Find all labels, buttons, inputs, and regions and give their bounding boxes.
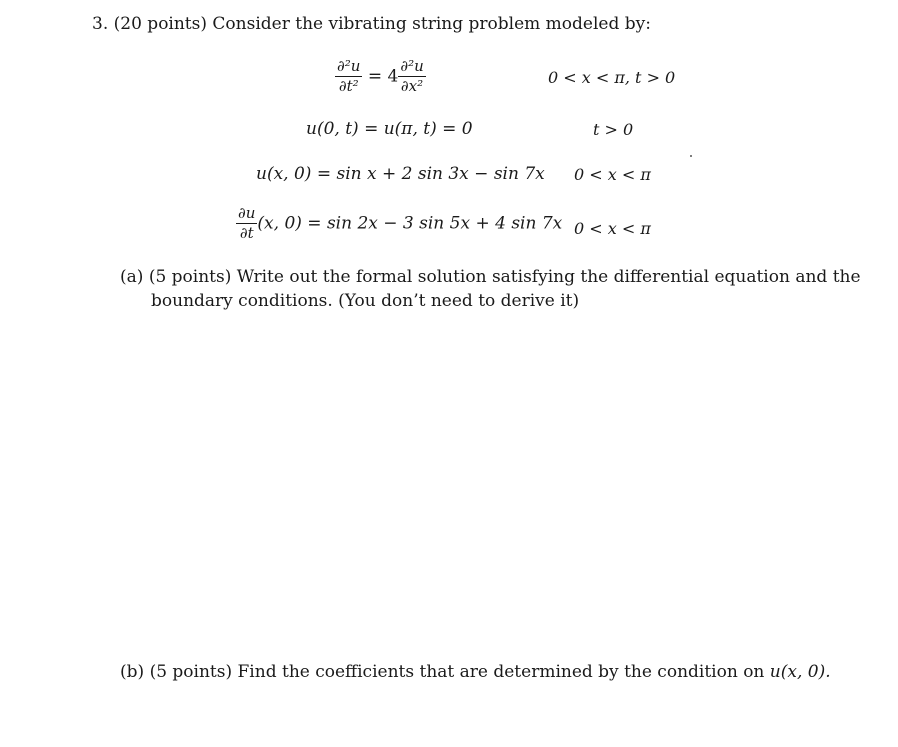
wave-condition: 0 < x < π, t > 0 (548, 68, 676, 87)
velocity-expression: (x, 0) = sin 2x − 3 sin 5x + 4 sin 7x (257, 213, 563, 234)
part-a-line2: boundary conditions. (You don’t need to derive it) (151, 291, 580, 311)
part-b-label: (b) (120, 662, 145, 682)
lhs-denominator: ∂t² (338, 77, 359, 96)
wave-equation (335, 58, 426, 96)
initial-displacement: u(x, 0) = sin x + 2 sin 3x − sin 7x (256, 164, 545, 184)
velocity-numerator: ∂u (236, 205, 257, 224)
equals-coefficient: = 4 (367, 66, 399, 87)
part-b-points: (5 points) (149, 662, 233, 682)
problem-header (92, 14, 651, 34)
part-b (120, 662, 831, 682)
rhs-denominator: ∂x² (400, 77, 424, 96)
boundary-condition: u(0, t) = u(π, t) = 0 (306, 119, 473, 139)
initial-velocity (236, 205, 562, 243)
initial-velocity-range: 0 < x < π (574, 219, 651, 238)
initial-displacement-range: 0 < x < π (574, 165, 651, 184)
velocity-fraction (236, 205, 257, 243)
problem-points: (20 points) (113, 14, 207, 34)
part-a-text: Write out the formal solution satisfying the differential equation and the (236, 267, 861, 287)
part-b-text: Find the coefficients that are determined by the condition on (237, 662, 765, 682)
part-a-line1 (120, 265, 861, 289)
part-a (120, 265, 861, 313)
part-b-math: u(x, 0). (769, 662, 831, 682)
velocity-denominator: ∂t (239, 224, 254, 243)
problem-intro: Consider the vibrating string problem modeled by: (212, 14, 651, 34)
rhs-numerator: ∂²u (398, 58, 425, 77)
problem-number: 3. (92, 14, 109, 34)
boundary-condition-range: t > 0 (593, 120, 634, 139)
lhs-fraction (335, 58, 362, 96)
part-a-label: (a) (120, 267, 144, 287)
rhs-fraction (398, 58, 425, 96)
part-a-points: (5 points) (148, 267, 232, 287)
lhs-numerator: ∂²u (335, 58, 362, 77)
stray-dot (690, 155, 692, 157)
